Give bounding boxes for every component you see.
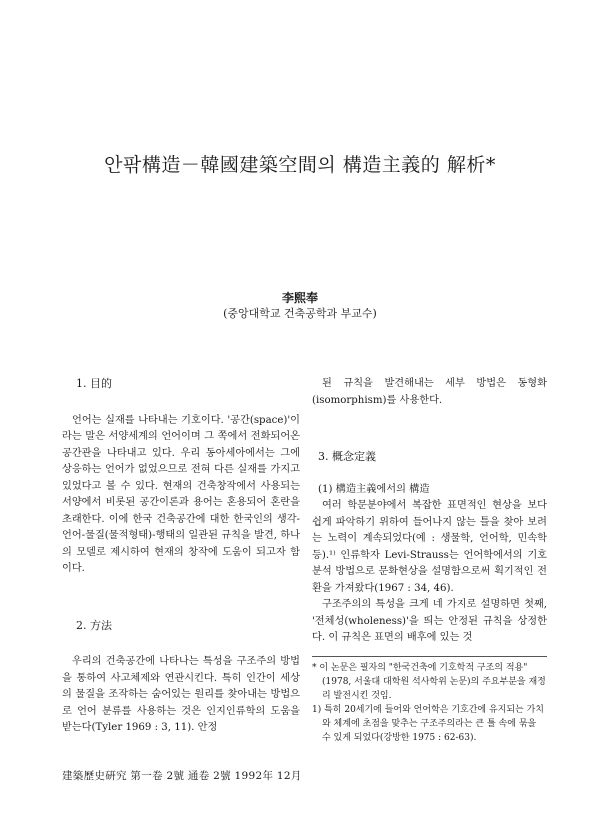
footnotes: [312, 656, 547, 745]
section-heading-method: 2. 方法: [76, 618, 112, 632]
right-column: [312, 376, 547, 647]
section-text-purpose: 언어는 실재를 나타내는 기호이다. '공간(space)'이라는 말은 서양세계의 언어이며 그 쪽에서 전화되어온 공간관을 나타내고 있다. 우리 동아세아에서는 그에 상응하는 언어가 없었으므로 전혀 다른 실재를 가지고 있었다고 볼 수 있다. 현재의 건축창작에서 사용되는 서양에서 비롯된 공간이론과 용어는 혼용되어 혼란을 초래한다. 이에 한국 건축공간에 대한 한국인의 생각-언어-물질(물적형태)-행태의 일관된 규칙을 발견, 하나의 모델로 제시하여 현재의 창작에 도움이 되고자 함이다.: [62, 414, 300, 574]
footnote-star: * 이 논문은 필자의 "한국건축에 기호학적 구조의 적용" (1978, 서울대 대학원 석사학위 논문)의 주요부분을 재정리 발전시킨 것임.: [312, 663, 546, 701]
footnote-1: 1) 특히 20세기에 들어와 언어학은 기호간에 유지되는 가치와 체계에 초점을 맞추는 구조주의라는 큰 틀 속에 묶을 수 있게 되었다(강방한 1975 : 62-63).: [312, 705, 544, 743]
subsection-text-structure-b: 구조주의의 특성을 크게 네 가지로 설명하면 첫째, '전체성(wholeness)'을 띄는 안정된 규칙을 상정한다. 이 규칙은 표면의 배후에 있는 것: [312, 599, 547, 643]
author-affiliation: (중앙대학교 건축공학과 부교수): [223, 307, 377, 320]
left-column: [62, 376, 300, 737]
subsection-heading-structure: (1) 構造主義에서의 構造: [318, 483, 430, 495]
author-name: 李熙奉: [281, 291, 318, 305]
section-text-method-continued: 된 규칙을 발견해내는 세부 방법은 동형화(isomorphism)를 사용한다.: [312, 378, 547, 406]
paper-title: 안팎構造－韓國建築空間의 構造主義的 解析*: [104, 154, 496, 176]
section-heading-purpose: 1. 目的: [76, 377, 112, 390]
subsection-text-structure-a: 여러 학문분야에서 복잡한 표면적인 현상을 보다 쉽게 파악하기 위하여 들어나지 않는 틀을 찾아 보려는 노력이 계속되었다(예 : 생물학, 언어학, 민속학 등).¹⁾ 인류학자 Levi-Strauss는 언어학에서의 기호분석 방법으로 문화현상을 설명함으로써 획기적인 전환을 가져왔다(1967 : 34, 46).: [312, 500, 547, 594]
section-heading-concepts: 3. 概念定義: [318, 450, 376, 463]
section-text-method: 우리의 건축공간에 나타나는 특성을 구조주의 방법을 통하여 사고체제와 연관시킨다. 특히 인간이 세상의 물질을 조작하는 숨어있는 원리를 찾아내는 방법으로 언어 분류를 사용하는 것은 인지인류학의 도움을 받는다(Tyler 1969 : 3, 11). 안정: [62, 656, 300, 733]
journal-footer: 建築歷史硏究 第一卷 2號 通卷 2號 1992年 12月: [62, 770, 302, 782]
